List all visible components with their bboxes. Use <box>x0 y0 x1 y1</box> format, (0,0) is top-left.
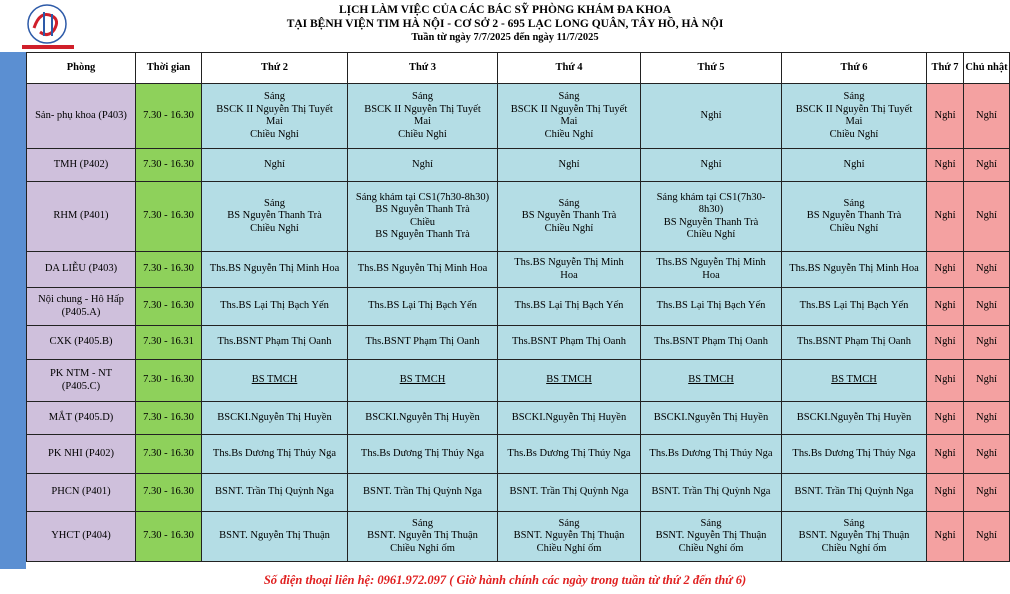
table-row <box>27 435 1010 474</box>
cell-line: Ths.BS Nguyễn Thị Minh <box>656 257 766 268</box>
schedule-cell <box>782 402 927 435</box>
saturday-cell: Nghỉ <box>927 360 964 402</box>
saturday-cell: Nghỉ <box>927 474 964 512</box>
schedule-cell <box>641 360 782 402</box>
cell-line: Mai <box>266 116 283 127</box>
room-cell <box>27 84 136 149</box>
cell-line: Ths.BSNT Phạm Thị Oanh <box>797 336 911 348</box>
cell-line: Ths.Bs Dương Thị Thúy Nga <box>792 447 916 459</box>
cell-line: BS Nguyễn Thanh Trà <box>663 216 759 228</box>
time-cell: 7.30 - 16.30 <box>136 474 202 512</box>
schedule-cell <box>782 288 927 326</box>
schedule-cell <box>782 474 927 512</box>
cell-line: Ths.BS Lại Thị Bạch Yến <box>514 300 624 312</box>
sunday-cell: Nghỉ <box>964 435 1010 474</box>
schedule-cell <box>782 435 927 474</box>
saturday-cell: Nghỉ <box>927 252 964 288</box>
room-cell <box>27 474 136 512</box>
cell-line: Ths.BSNT Phạm Thị Oanh <box>217 336 332 348</box>
room-cell <box>27 182 136 252</box>
sunday-cell: Nghỉ <box>964 512 1010 562</box>
cell-line: BSNT. Nguyễn Thị Thuận <box>798 530 910 542</box>
room-cell <box>27 326 136 360</box>
cell-line: Sáng <box>412 91 433 102</box>
cell-line: Nội chung - Hô Hấp <box>38 294 124 305</box>
cell-line: BS TMCH <box>688 374 734 386</box>
cell-line: BS TMCH <box>831 374 877 386</box>
cell-line: Ths.Bs Dương Thị Thúy Nga <box>507 447 631 459</box>
cell-line: Sáng <box>843 197 865 209</box>
column-header: Thứ 3 <box>348 53 498 84</box>
header-location: TẠI BỆNH VIỆN TIM HÀ NỘI - CƠ SỞ 2 - 695 LẠC LONG QUÂN, TÂY HỒ, HÀ NỘI <box>286 18 724 30</box>
schedule-cell <box>348 402 498 435</box>
room-cell <box>27 149 136 182</box>
table-row <box>27 288 1010 326</box>
column-header: Chủ nhật <box>964 53 1010 84</box>
schedule-cell <box>498 288 641 326</box>
cell-line: RHM (P401) <box>53 210 109 222</box>
cell-line: BS TMCH <box>399 374 446 386</box>
cell-line: BSCK II Nguyễn Thị Tuyết <box>216 103 333 115</box>
cell-line: Ths.BS Nguyễn Thị Minh Hoa <box>357 263 488 275</box>
cell-line: 8h30) <box>698 204 724 215</box>
cell-line: Ths.BSNT Phạm Thị Oanh <box>512 336 626 348</box>
cell-line: Ths.BSNT Phạm Thị Oanh <box>654 336 768 348</box>
schedule-cell <box>202 182 348 252</box>
cell-line: Ths.Bs Dương Thị Thúy Nga <box>212 447 337 459</box>
room-cell <box>27 435 136 474</box>
saturday-cell: Nghỉ <box>927 512 964 562</box>
schedule-cell <box>498 252 641 288</box>
cell-line: BSCK II Nguyễn Thị Tuyết <box>795 103 913 115</box>
saturday-cell: Nghỉ <box>927 149 964 182</box>
cell-line: TMH (P402) <box>53 158 109 170</box>
schedule-cell <box>348 149 498 182</box>
schedule-cell <box>348 474 498 512</box>
schedule-cell <box>202 512 348 562</box>
schedule-cell <box>202 288 348 326</box>
schedule-cell <box>641 326 782 360</box>
column-header: Thời gian <box>136 53 202 84</box>
schedule-cell <box>202 402 348 435</box>
cell-line: Chiều Nghỉ ốm <box>536 542 602 554</box>
room-cell <box>27 512 136 562</box>
sunday-cell: Nghỉ <box>964 252 1010 288</box>
cell-line: Sáng <box>558 91 580 102</box>
table-row <box>27 149 1010 182</box>
cell-line: PK NTM - NT <box>49 368 113 379</box>
cell-line: Nghỉ <box>700 109 722 121</box>
cell-line: BSCKI.Nguyễn Thị Huyền <box>653 411 769 423</box>
cell-line: Sáng khám tại CS1(7h30- <box>656 191 766 203</box>
cell-line: BSNT. Trần Thị Quỳnh Nga <box>215 486 334 498</box>
sunday-cell: Nghỉ <box>964 149 1010 182</box>
cell-line: Chiều Nghỉ <box>250 222 299 234</box>
table-row <box>27 326 1010 360</box>
cell-line: (P405.A) <box>61 306 101 318</box>
schedule-table <box>26 52 1010 562</box>
cell-line: Nghỉ <box>558 158 580 170</box>
cell-line: Ths.BSNT Phạm Thị Oanh <box>365 336 480 348</box>
cell-line: Chiều Nghỉ ốm <box>821 542 887 554</box>
schedule-cell <box>498 360 641 402</box>
room-cell <box>27 360 136 402</box>
cell-line: Ths.BS Nguyễn Thị Minh Hoa <box>789 263 919 275</box>
cell-line: Sáng <box>264 91 285 102</box>
column-header: Thứ 4 <box>498 53 641 84</box>
cell-line: YHCT (P404) <box>51 530 111 542</box>
schedule-cell <box>782 326 927 360</box>
cell-line: BSCKI.Nguyễn Thị Huyền <box>217 411 332 423</box>
cell-line: Nghỉ <box>264 158 285 170</box>
time-cell: 7.30 - 16.30 <box>136 402 202 435</box>
schedule-cell <box>202 149 348 182</box>
cell-line: BSNT. Nguyễn Thị Thuận <box>655 530 767 542</box>
cell-line: Ths.BS Nguyễn Thị Minh <box>514 257 624 268</box>
sunday-cell: Nghỉ <box>964 84 1010 149</box>
cell-line: Nghỉ <box>412 158 433 170</box>
cell-line: BS Nguyễn Thanh Trà <box>806 210 902 222</box>
cell-line: Chiều Nghỉ <box>686 229 736 240</box>
table-row <box>27 182 1010 252</box>
schedule-cell <box>498 182 641 252</box>
cell-line: BSCKI.Nguyễn Thị Huyền <box>365 411 480 423</box>
time-cell: 7.30 - 16.30 <box>136 182 202 252</box>
table-row <box>27 360 1010 402</box>
schedule-cell <box>498 149 641 182</box>
cell-line: Sáng <box>558 517 580 529</box>
cell-line: BSNT. Nguyễn Thị Thuận <box>367 530 478 542</box>
table-row <box>27 84 1010 149</box>
schedule-cell <box>348 435 498 474</box>
cell-line: BS Nguyễn Thanh Trà <box>375 204 470 215</box>
schedule-cell <box>782 252 927 288</box>
room-cell <box>27 402 136 435</box>
schedule-cell <box>202 84 348 149</box>
schedule-cell <box>202 474 348 512</box>
cell-line: Chiều <box>409 216 436 228</box>
cell-line: Sáng <box>412 517 433 529</box>
schedule-cell <box>782 84 927 149</box>
cell-line: BSNT. Trần Thị Quỳnh Nga <box>651 486 771 498</box>
cell-line: Ths.Bs Dương Thị Thúy Nga <box>649 447 773 459</box>
schedule-cell <box>641 149 782 182</box>
saturday-cell: Nghỉ <box>927 435 964 474</box>
time-cell: 7.30 - 16.30 <box>136 512 202 562</box>
header-title: LỊCH LÀM VIỆC CỦA CÁC BÁC SỸ PHÒNG KHÁM ĐA KHOA <box>338 4 672 16</box>
table-row <box>27 512 1010 562</box>
room-cell <box>27 252 136 288</box>
schedule-cell <box>348 84 498 149</box>
schedule-cell <box>348 326 498 360</box>
cell-line: Ths.BS Lại Thị Bạch Yến <box>220 300 329 312</box>
cell-line: Ths.BS Lại Thị Bạch Yến <box>656 300 766 312</box>
schedule-cell <box>202 252 348 288</box>
room-cell <box>27 288 136 326</box>
schedule-cell <box>348 182 498 252</box>
column-header: Thứ 5 <box>641 53 782 84</box>
time-cell: 7.30 - 16.31 <box>136 326 202 360</box>
time-cell: 7.30 - 16.30 <box>136 84 202 149</box>
cell-line: Chiều Nghỉ <box>250 128 299 140</box>
cell-line: Sáng <box>700 517 722 529</box>
cell-line: Mai <box>845 116 863 127</box>
sunday-cell: Nghỉ <box>964 360 1010 402</box>
cell-line: BSNT. Nguyễn Thị Thuận <box>219 530 330 542</box>
schedule-cell <box>498 326 641 360</box>
saturday-cell: Nghỉ <box>927 288 964 326</box>
saturday-cell: Nghỉ <box>927 84 964 149</box>
schedule-cell <box>641 402 782 435</box>
cell-line: Sản- phụ khoa (P403) <box>35 109 127 121</box>
cell-line: Hoa <box>560 269 578 281</box>
cell-line: Sáng <box>843 517 865 529</box>
document-header <box>0 3 1010 45</box>
schedule-cell <box>641 288 782 326</box>
table-row <box>27 402 1010 435</box>
cell-line: MẮT (P405.D) <box>48 411 114 423</box>
schedule-cell <box>498 512 641 562</box>
cell-line: Chiều Nghỉ <box>544 128 594 140</box>
schedule-cell <box>498 84 641 149</box>
cell-line: BSNT. Trần Thị Quỳnh Nga <box>794 486 914 498</box>
column-header: Thứ 7 <box>927 53 964 84</box>
header-row <box>27 53 1010 84</box>
cell-line: BSNT. Trần Thị Quỳnh Nga <box>509 486 629 498</box>
schedule-cell <box>498 435 641 474</box>
header-week: Tuần từ ngày 7/7/2025 đến ngày 11/7/2025 <box>411 32 599 43</box>
cell-line: Chiều Nghỉ <box>544 222 594 234</box>
table-row <box>27 252 1010 288</box>
schedule-cell <box>202 435 348 474</box>
column-header: Thứ 6 <box>782 53 927 84</box>
time-cell: 7.30 - 16.30 <box>136 252 202 288</box>
cell-line: BSCKI.Nguyễn Thị Huyền <box>511 411 627 423</box>
sunday-cell: Nghỉ <box>964 288 1010 326</box>
cell-line: PHCN (P401) <box>51 486 111 498</box>
cell-line: PK NHI (P402) <box>48 447 114 459</box>
cell-line: CXK (P405.B) <box>49 336 113 348</box>
table-row <box>27 474 1010 512</box>
cell-line: Sáng <box>264 197 285 209</box>
sunday-cell: Nghỉ <box>964 402 1010 435</box>
saturday-cell: Nghỉ <box>927 326 964 360</box>
cell-line: Chiều Nghỉ ốm <box>678 542 744 554</box>
schedule-cell <box>348 288 498 326</box>
cell-line: BSNT. Trần Thị Quỳnh Nga <box>363 486 482 498</box>
cell-line: BS Nguyễn Thanh Trà <box>521 210 617 222</box>
time-cell: 7.30 - 16.30 <box>136 360 202 402</box>
cell-line: BS TMCH <box>546 374 592 386</box>
sunday-cell: Nghỉ <box>964 474 1010 512</box>
sunday-cell: Nghỉ <box>964 326 1010 360</box>
cell-line: Ths.BS Lại Thị Bạch Yến <box>368 300 477 312</box>
schedule-cell <box>641 435 782 474</box>
cell-line: Nghỉ <box>700 158 722 170</box>
cell-line: Chiều Nghỉ <box>829 128 879 140</box>
schedule-cell <box>782 182 927 252</box>
cell-line: Ths.BS Nguyễn Thị Minh Hoa <box>209 263 340 275</box>
cell-line: Mai <box>560 116 578 127</box>
schedule-cell <box>782 512 927 562</box>
schedule-cell <box>782 360 927 402</box>
cell-line: Ths.BS Lại Thị Bạch Yến <box>799 300 909 312</box>
schedule-cell <box>202 360 348 402</box>
cell-line: Chiều Nghỉ <box>398 128 447 140</box>
saturday-cell: Nghỉ <box>927 402 964 435</box>
cell-line: Chiều Nghỉ <box>829 222 879 234</box>
cell-line: Hoa <box>702 269 720 281</box>
time-cell: 7.30 - 16.30 <box>136 288 202 326</box>
cell-line: (P405.C) <box>61 380 101 392</box>
schedule-cell <box>498 474 641 512</box>
cell-line: BSNT. Nguyễn Thị Thuận <box>513 530 625 542</box>
cell-line: DA LIỄU (P403) <box>44 263 118 275</box>
time-cell: 7.30 - 16.30 <box>136 149 202 182</box>
cell-line: Sáng <box>843 91 865 102</box>
time-cell: 7.30 - 16.30 <box>136 435 202 474</box>
cell-line: BSCK II Nguyễn Thị Tuyết <box>510 103 628 115</box>
schedule-cell <box>498 402 641 435</box>
left-sidebar-strip <box>0 52 26 569</box>
schedule-cell <box>202 326 348 360</box>
schedule-cell <box>782 149 927 182</box>
schedule-cell <box>641 512 782 562</box>
cell-line: BS Nguyễn Thanh Trà <box>227 210 322 222</box>
cell-line: Nghỉ <box>843 158 865 170</box>
schedule-cell <box>348 512 498 562</box>
cell-line: Sáng <box>558 197 580 209</box>
column-header: Phòng <box>27 53 136 84</box>
schedule-cell <box>641 252 782 288</box>
cell-line: BSCKI.Nguyễn Thị Huyền <box>796 411 912 423</box>
cell-line: Sáng khám tại CS1(7h30-8h30) <box>355 191 490 203</box>
cell-line: BS TMCH <box>251 374 298 386</box>
cell-line: Mai <box>414 116 431 127</box>
schedule-cell <box>641 84 782 149</box>
sunday-cell: Nghỉ <box>964 182 1010 252</box>
schedule-cell <box>348 360 498 402</box>
contact-footer: Số điện thoại liên hệ: 0961.972.097 ( Giờ hành chính các ngày trong tuần từ thứ 2 đến thứ 6) <box>263 573 747 587</box>
cell-line: Chiều Nghỉ ốm <box>390 542 455 554</box>
schedule-cell <box>641 474 782 512</box>
schedule-cell <box>641 182 782 252</box>
saturday-cell: Nghỉ <box>927 182 964 252</box>
cell-line: Ths.Bs Dương Thị Thúy Nga <box>360 447 485 459</box>
cell-line: BS Nguyễn Thanh Trà <box>375 229 470 240</box>
cell-line: BSCK II Nguyễn Thị Tuyết <box>364 103 481 115</box>
column-header: Thứ 2 <box>202 53 348 84</box>
schedule-cell <box>348 252 498 288</box>
